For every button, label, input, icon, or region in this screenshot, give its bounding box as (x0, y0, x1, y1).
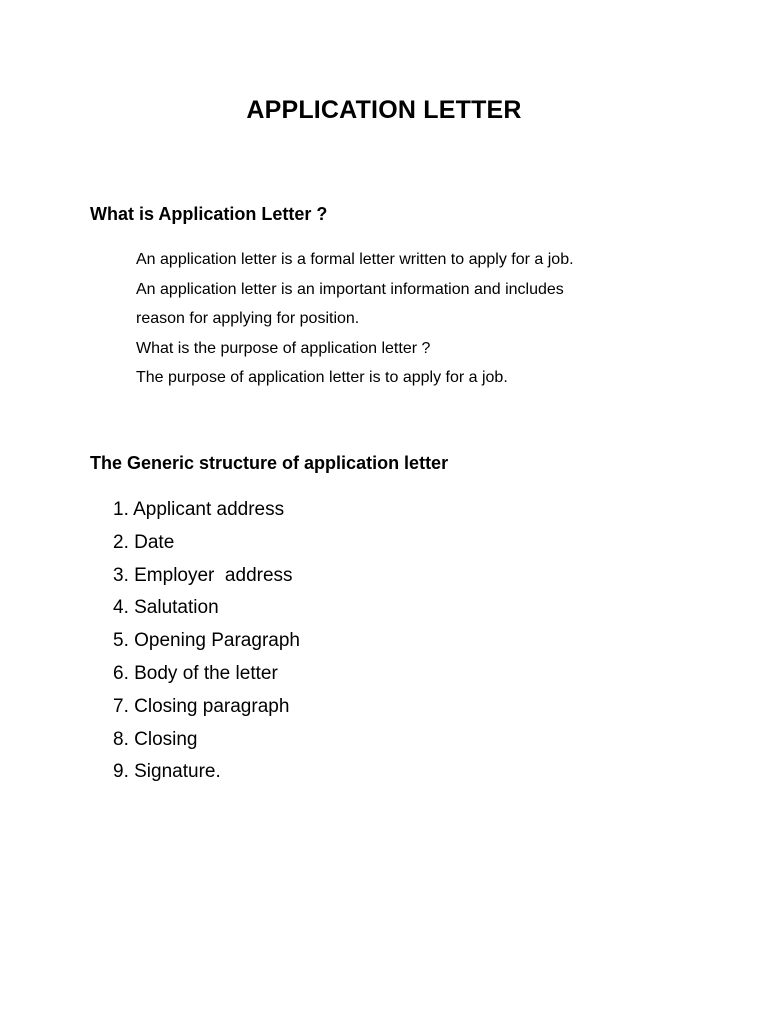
list-item: 4. Salutation (113, 597, 219, 619)
list-item: 5. Opening Paragraph (113, 630, 300, 652)
list-item: 6. Body of the letter (113, 662, 278, 684)
paragraph-line: reason for applying for position. (136, 310, 360, 328)
list-item: 2. Date (113, 531, 175, 553)
definition-paragraph (136, 245, 716, 393)
section-heading-generic-structure: The Generic structure of application letter (90, 453, 449, 473)
document-title: APPLICATION LETTER (246, 96, 522, 124)
list-item: 7. Closing paragraph (113, 695, 290, 717)
generic-structure-list (113, 494, 300, 789)
paragraph-line: What is the purpose of application letter ? (136, 339, 431, 357)
list-item: 3. Employer address (113, 564, 293, 586)
paragraph-line: The purpose of application letter is to apply for a job. (136, 369, 508, 387)
paragraph-line: An application letter is an important information and includes (136, 280, 564, 298)
section-heading-what-is: What is Application Letter ? (90, 204, 328, 224)
list-item: 1. Applicant address (113, 499, 285, 520)
paragraph-line: An application letter is a formal letter written to apply for a job. (136, 251, 574, 268)
list-item: 8. Closing (113, 728, 198, 750)
list-item: 9. Signature. (113, 761, 221, 783)
